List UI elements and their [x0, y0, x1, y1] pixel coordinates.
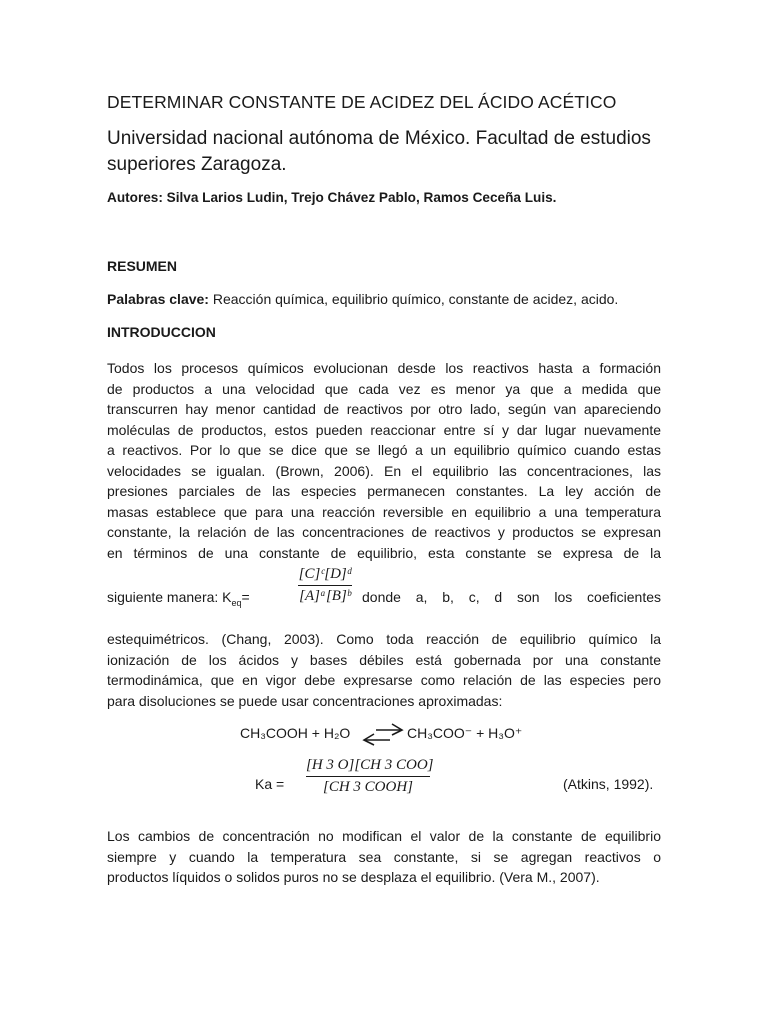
ka-numerator: [H 3 O][CH 3 COO]: [306, 757, 434, 773]
intro-line: de productos a una velocidad que cada vez es menor ya que a medida que: [107, 380, 661, 397]
intro-line: moléculas de productos, estos pueden reaccionar entre sí y dar lugar nuevamente: [107, 421, 661, 438]
closing-paragraph: [107, 826, 661, 888]
intro-line: masas establece que para una reacción reversible en equilibrio a una temperatura: [107, 503, 661, 520]
after-paragraph: [107, 629, 661, 711]
closing-line: siempre y cuando la temperatura sea constante, si se agregan reactivos o: [107, 848, 661, 865]
closing-line: productos líquidos o solidos puros no se desplaza el equilibrio. (Vera M., 2007).: [107, 869, 600, 885]
intro-paragraph: [107, 358, 661, 563]
keq-fraction: [298, 566, 352, 605]
after-line: para disoluciones se puede usar concentraciones aproximadas:: [107, 692, 503, 709]
reaction-right: CH₃COO⁻ + H₃O⁺: [407, 725, 523, 741]
after-line: ionización de los ácidos y bases débiles está gobernada por una constante: [107, 651, 661, 668]
intro-line: presiones parciales de las especies permanecen constantes. La ley acción de: [107, 483, 661, 499]
keq-prefix: [107, 589, 250, 608]
keywords-label: Palabras clave:: [107, 291, 209, 307]
keq-fraction-bar: [298, 585, 352, 586]
document-title: DETERMINAR CONSTANTE DE ACIDEZ DEL ÁCIDO ACÉTICO: [107, 92, 617, 112]
ka-citation: (Atkins, 1992).: [563, 776, 654, 792]
keywords-line: [107, 291, 618, 307]
authors-line: Autores: Silva Larios Ludin, Trejo Chávez Pablo, Ramos Ceceña Luis.: [107, 190, 557, 205]
keq-prefix-text: siguiente manera: K: [107, 589, 232, 605]
resumen-heading: RESUMEN: [107, 258, 178, 274]
keq-denominator: [A]ᵃ[B]ᵇ: [299, 588, 351, 604]
ka-label: Ka =: [255, 776, 285, 792]
intro-line: Todos los procesos químicos evolucionan desde los reactivos hasta a formación: [107, 360, 661, 376]
keq-numerator: [C]ᶜ[D]ᵈ: [298, 566, 352, 582]
keq-suffix: donde a, b, c, d son los coeficientes: [362, 589, 661, 605]
intro-line: transcurren hay menor cantidad de reactivos por otro lado, según van apareciendo: [107, 401, 661, 417]
intro-heading: INTRODUCCION: [107, 324, 216, 340]
closing-line: Los cambios de concentración no modifican el valor de la constante de equilibrio: [107, 828, 661, 844]
after-line: termodinámica, que en vigor debe expresarse como relación de las especies pero: [107, 672, 661, 688]
intro-line: constante, la relación de las concentraciones de reactivos y productos se expresan: [107, 524, 661, 540]
intro-line: en términos de una constante de equilibrio, esta constante se expresa de la: [107, 544, 661, 561]
keq-subscript: eq: [231, 597, 242, 608]
intro-line: a reactivos. Por lo que se dice que se llegó a un equilibrio químico cuando estas: [107, 442, 661, 458]
reaction-left: CH₃COOH + H₂O: [240, 725, 351, 741]
document-subtitle: Universidad nacional autónoma de México. Facultad de estudios superiores Zaragoza.: [107, 128, 651, 175]
intro-line: velocidades se igualan. (Brown, 2006). En el equilibrio las concentraciones, las: [107, 462, 661, 479]
ka-fraction: [306, 757, 434, 796]
ka-denominator: [CH 3 COOH]: [322, 779, 413, 795]
keq-equals: =: [241, 589, 250, 605]
equilibrium-arrows-icon: [362, 722, 404, 746]
keywords-text: Reacción química, equilibrio químico, constante de acidez, acido.: [208, 291, 619, 307]
ka-fraction-bar: [306, 776, 430, 777]
after-line: estequimétricos. (Chang, 2003). Como toda reacción de equilibrio químico la: [107, 631, 661, 647]
